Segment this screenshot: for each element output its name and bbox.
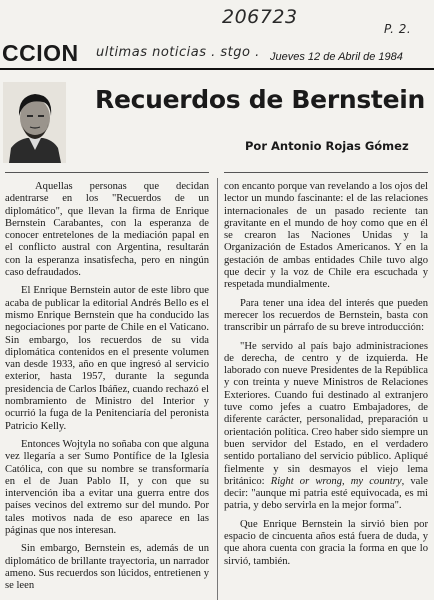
article-byline: Por Antonio Rojas Gómez	[245, 139, 409, 153]
paragraph: Sin embargo, Bernstein es, además de un diplomático de brillante trayectoria, un narrador ameno. Sus recuerdos son lúcidos, entretienen y se leen	[5, 543, 209, 592]
author-photo	[3, 82, 66, 163]
paragraph: El Enrique Bernstein autor de este libro que acaba de publicar la editorial Andrés Bello es el mismo Enrique Bernstein que ha conducido las negociaciones por parte de Chile en el Vaticano. Sin embargo, los recuerdos de su vida diplomática contenidos en el presente volumen van desde 1933, año en que ingresó al servicio exterior, hasta 1957, durante la segunda presidencia de Carlos Ibáñez, cuando rechazó el nombramiento de Ministro del Interior y ocurrió la fuga de la Penitenciaría del peronista Patricio Kelly.	[5, 285, 209, 432]
article-column-right	[224, 181, 428, 574]
paragraph: Entonces Wojtyla no soñaba con que alguna vez llegaría a ser Sumo Pontífice de la Iglesia Católica, con que su nombre se transformaría en el de Juan Pablo II, y con que su intervención iba a evitar una guerra entre dos países vecinos del extremo sur del mundo. Por tales motivos nada de eso aparece en las páginas que nos interesan.	[5, 438, 209, 537]
paragraph: Para tener una idea del interés que pueden merecer los recuerdos de Bernstein, basta con transcribir un párrafo de su breve introducción:	[224, 297, 428, 334]
quote-text: "He servido al país bajo administraciones de derecha, de centro y de izquierda. He laborado con nueve Presidentes de la República y con treinta y nueve Ministros de Relaciones Exteriores. Cuando fui destinado al extranjero tuve como jefes a cuatro Embajadores, de diferente carácter, personalidad, preparación u orientación política. Creo haber sido siempre un buen servidor del Estado, en el verdadero sentido portaliano del servicio público. Apliqué fielmente y sin desmayos el viejo lema británico:	[224, 340, 428, 487]
quote-text-end: , vale decir: "aunque mi patria esté equivocada, es mi patria, y debo servirla en la mejor forma".	[224, 475, 428, 512]
article-title: Recuerdos de Bernstein	[95, 85, 426, 114]
column-rule-right	[224, 172, 428, 173]
column-divider	[217, 178, 218, 600]
column-rule-left	[5, 172, 209, 173]
page-mark: P. 2.	[384, 22, 412, 36]
quote-motto: Right or wrong, my country	[270, 475, 402, 487]
paragraph: Aquellas personas que decidan adentrarse en los "Recuerdos de un diplomático", que llevan la firma de Enrique Bernstein Carabantes, con la esperanza de conocer entretelones de la mediación papal en el conflicto austral con Argentina, resultarán con la esperanza insatisfecha, pero en ningún caso defraudados.	[5, 181, 209, 279]
header-rule	[0, 68, 434, 70]
paragraph: Que Enrique Bernstein la sirvió bien por espacio de cincuenta años está fuera de duda, y que ahora cuenta con gracia la forma en que lo sirvió, también.	[224, 518, 428, 567]
author-portrait-image	[3, 82, 66, 163]
handwritten-source-note: ultimas noticias . stgo .	[96, 45, 260, 60]
archive-number: 206723	[222, 6, 298, 28]
paragraph: con encanto porque van revelando a los ojos del lector un mundo fascinante: el de las relaciones internacionales de un pasado reciente tan gravitante en el mundo de hoy como que en él se crearon las Naciones Unidas y la Organización de Estados Americanos. Y en la gestación de ambas entidades Chile tuvo algo que decir y la voz de Chile era escuchada y respetada mundialmente.	[224, 181, 428, 291]
quote-paragraph	[224, 341, 428, 513]
article-column-left	[5, 181, 209, 599]
publication-date: Jueves 12 de Abril de 1984	[270, 51, 403, 63]
section-header: CCION	[2, 40, 79, 66]
